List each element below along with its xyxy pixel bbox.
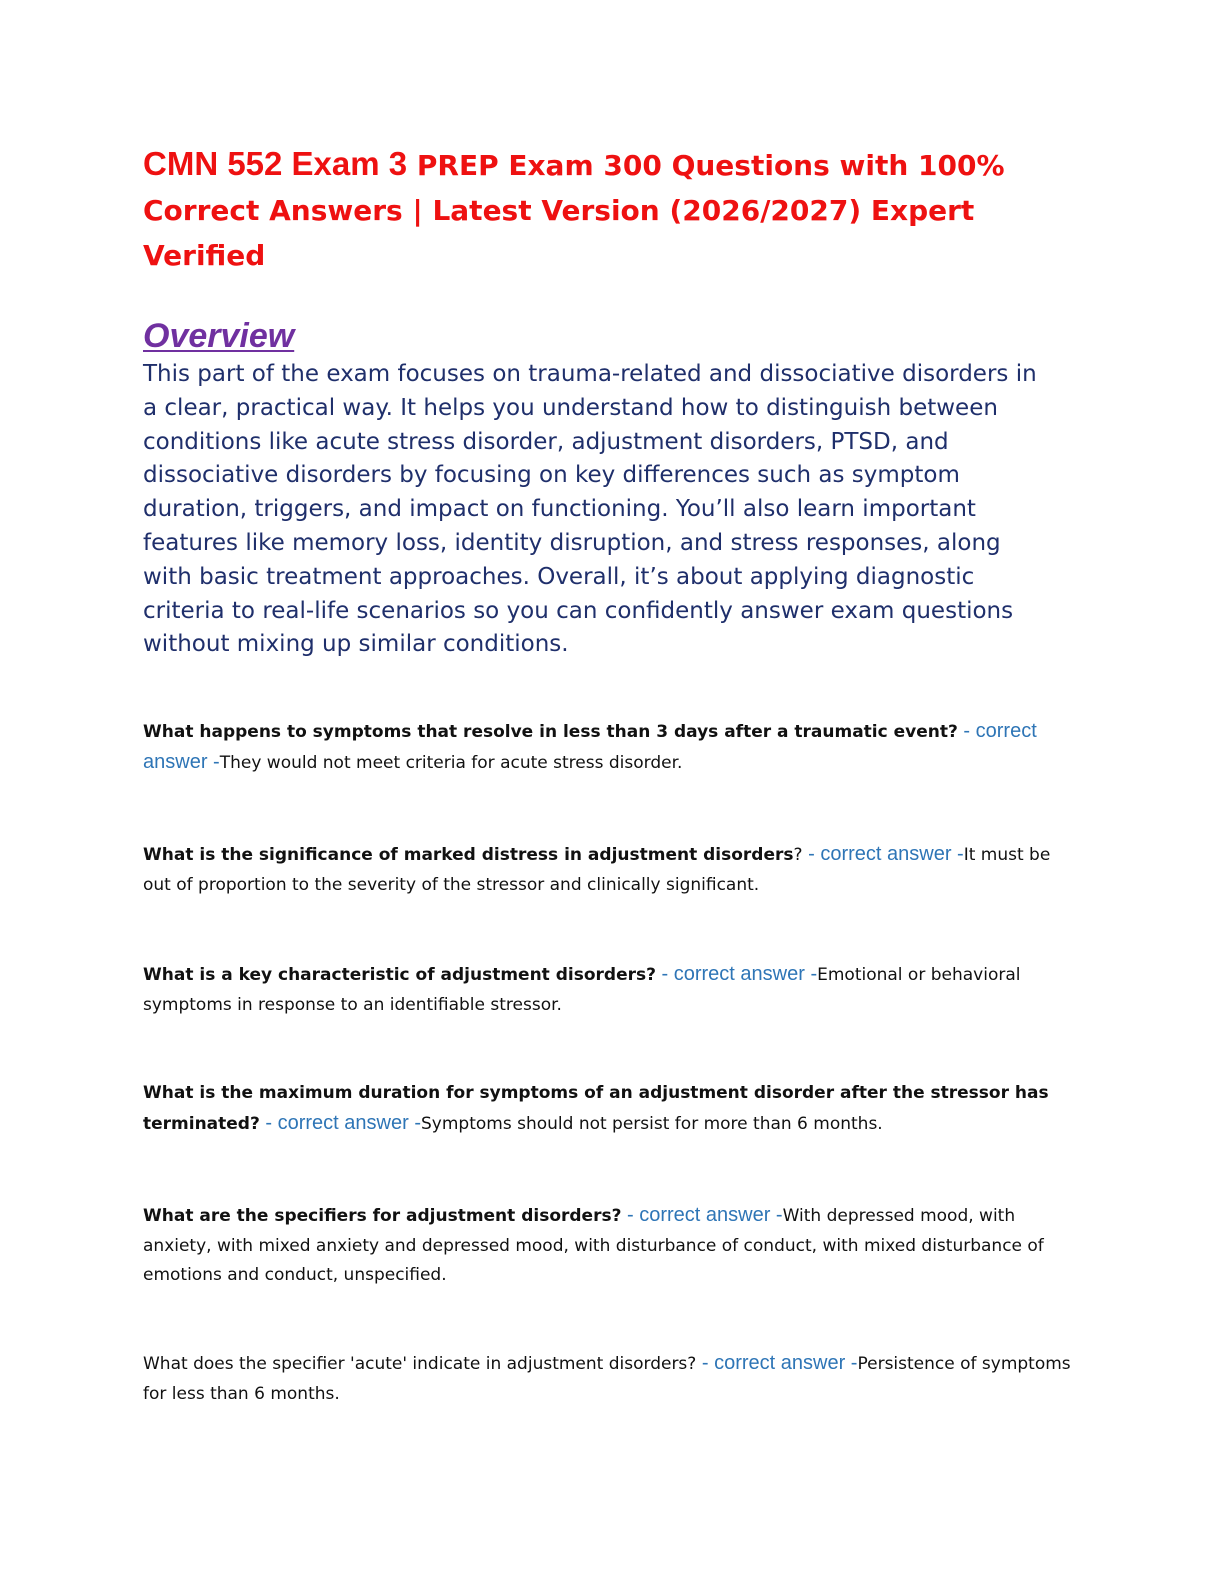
qa-separator: - correct answer - — [802, 843, 964, 865]
qa-separator: - correct answer - — [143, 720, 1037, 773]
qa-separator: - correct answer - — [696, 1352, 858, 1374]
qa-question: What is a key characteristic of adjustment disorders? — [143, 965, 656, 985]
title-rest: PREP Exam 300 Questions with 100% Correct Answers | Latest Version (2026/2027) Expert Verified — [143, 149, 1005, 272]
qa-question-tail: ? — [793, 845, 803, 865]
qa-item — [143, 1079, 1083, 1139]
document-title — [143, 141, 1083, 278]
qa-question: What happens to symptoms that resolve in less than 3 days after a traumatic event? — [143, 722, 958, 742]
qa-item — [143, 960, 1083, 1020]
overview-heading: Overview — [143, 317, 295, 355]
qa-question: What are the specifiers for adjustment disorders? — [143, 1206, 622, 1226]
qa-answer: Symptoms should not persist for more than 6 months. — [421, 1113, 883, 1134]
qa-question: What is the maximum duration for symptoms of an adjustment disorder after the stressor has terminated? — [143, 1083, 1049, 1134]
qa-answer: They would not meet criteria for acute stress disorder. — [219, 752, 683, 773]
qa-separator: - correct answer - — [259, 1111, 421, 1134]
title-course-code: CMN 552 Exam 3 — [143, 145, 408, 182]
qa-item — [143, 717, 1083, 778]
qa-answer: With depressed mood, with anxiety, with mixed anxiety and depressed mood, with disturbance of conduct, with mixed disturbance of emotions and conduct, unspecified. — [143, 1206, 1044, 1285]
qa-question: What is the significance of marked distress in adjustment disorders — [143, 845, 794, 865]
qa-item — [143, 840, 1083, 900]
qa-answer: Emotional or behavioral symptoms in response to an identifiable stressor. — [143, 965, 1021, 1015]
qa-separator: - correct answer - — [655, 963, 818, 985]
qa-separator: - correct answer - — [621, 1204, 783, 1226]
qa-item — [143, 1201, 1083, 1291]
qa-answer: Persistence of symptoms for less than 6 months. — [143, 1354, 1071, 1404]
qa-question: What does the specifier 'acute' indicate in adjustment disorders? — [143, 1354, 697, 1374]
overview-paragraph: This part of the exam focuses on trauma-related and dissociative disorders in a clear, practical way. It helps you understand how to distinguish between conditions like acute stress disorder, adjustment disorders, PTSD, and dissociative disorders by focusing on key differences such as symptom duration, triggers, and impact on functioning. You’ll also learn important features like memory loss, identity disruption, and stress responses, along with basic treatment approaches. Overall, it’s about applying diagnostic criteria to real-life scenarios so you can confidently answer exam questions without mixing up similar conditions. — [143, 361, 1037, 658]
qa-item — [143, 1349, 1083, 1409]
qa-answer: It must be out of proportion to the severity of the stressor and clinically significant. — [143, 845, 1051, 895]
